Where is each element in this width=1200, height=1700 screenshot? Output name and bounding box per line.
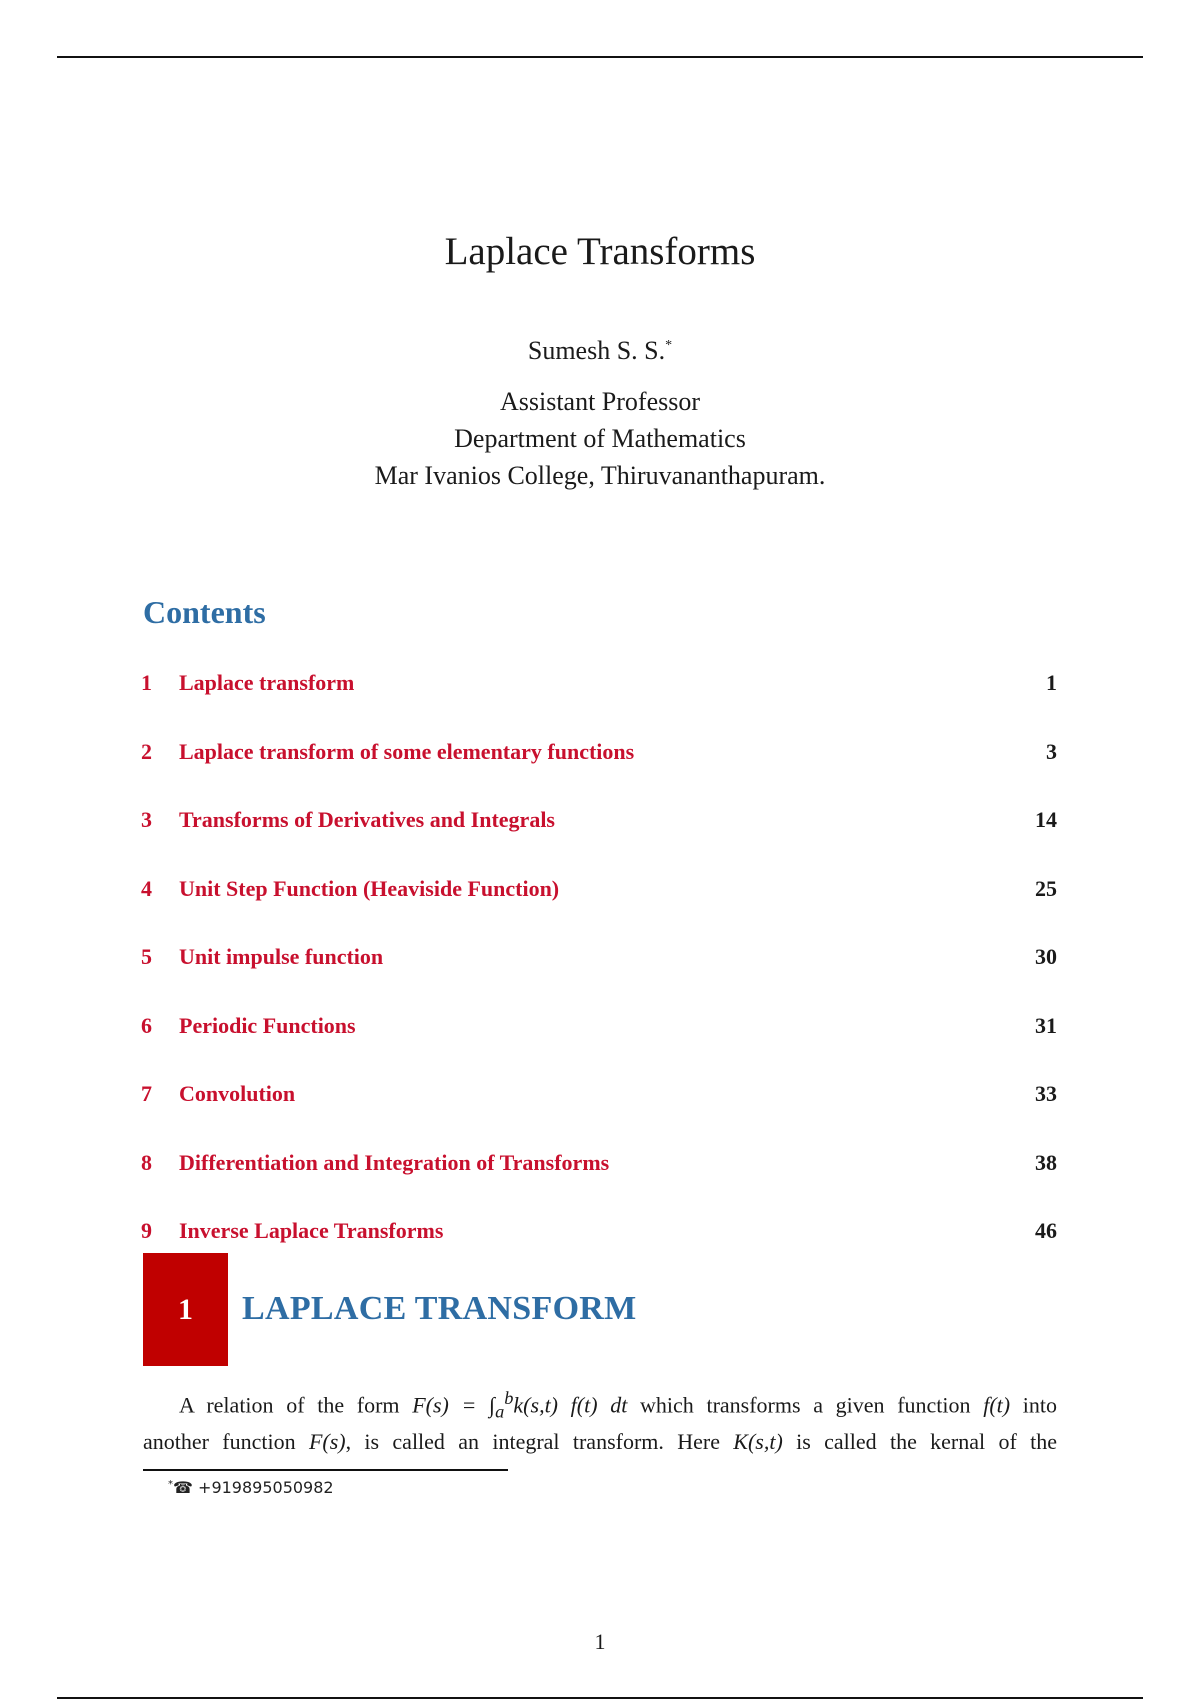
section-title: LAPLACE TRANSFORM [242,1290,637,1327]
affiliation-line: Mar Ivanios College, Thiruvananthapuram. [374,461,826,490]
toc-entry-page: 38 [1035,1149,1057,1175]
table-of-contents [141,665,1057,1282]
formula-transform: F(s) [308,1429,346,1454]
text-run: another function [143,1429,309,1454]
toc-entry-page: 25 [1035,875,1057,901]
toc-entry-page: 31 [1035,1012,1057,1038]
integral-lower-limit [495,1402,504,1422]
toc-entry-page: 1 [1046,670,1057,695]
toc-entry-number: 5 [141,944,152,969]
toc-entry[interactable] [141,802,1057,871]
section-number: 1 [178,1292,193,1326]
toc-entry[interactable] [141,1076,1057,1145]
toc-entry-page: 14 [1035,807,1057,832]
toc-entry-title[interactable]: Unit impulse function [179,944,384,969]
formula-function: f(t) [983,1392,1011,1418]
phone-icon: ☎ [173,1478,193,1497]
affiliation-line: Assistant Professor [499,387,701,416]
contents-heading: Contents [143,594,266,630]
paragraph-line [143,1420,1057,1464]
page-number: 1 [594,1629,606,1654]
footnote-rule [143,1469,508,1471]
toc-entry-number: 6 [141,1012,152,1038]
top-rule [57,56,1143,58]
phone-number[interactable]: +919895050982 [198,1478,334,1497]
section-number-box [143,1253,228,1366]
toc-entry-page: 46 [1035,1218,1057,1243]
toc-entry-number: 3 [141,807,152,832]
text-run: which transforms a given function [627,1392,984,1418]
footnote [168,1474,334,1499]
text-run: into [1010,1392,1057,1418]
toc-entry[interactable] [141,871,1057,940]
formula-kernel: K(s,t) [733,1429,783,1454]
toc-entry[interactable] [141,1213,1057,1282]
footnote-mark: * [168,1479,173,1490]
upper-limit-text: b [504,1388,514,1408]
toc-entry-title[interactable]: Convolution [179,1081,296,1106]
author-footnote-mark[interactable]: * [665,338,673,353]
toc-entry[interactable] [141,1145,1057,1214]
toc-entry-page: 33 [1035,1081,1057,1106]
bottom-rule [57,1697,1143,1699]
toc-entry-number: 2 [141,738,152,764]
toc-entry-title[interactable]: Laplace transform [179,670,355,695]
toc-entry-title[interactable]: Differentiation and Integration of Transforms [179,1149,610,1175]
affiliation [0,383,1200,494]
toc-entry-title[interactable]: Laplace transform of some elementary functions [179,738,635,764]
affiliation-line: Department of Mathematics [454,424,746,453]
toc-entry-page: 3 [1046,738,1057,764]
toc-entry[interactable] [141,665,1057,734]
text-run: , is called an integral transform. Here [345,1429,734,1454]
toc-entry-number: 9 [141,1218,152,1243]
paragraph-line [143,1376,1057,1420]
toc-entry-number: 8 [141,1149,152,1175]
text-run: is called the kernal of the [782,1429,1057,1454]
toc-entry-number: 1 [141,670,152,695]
toc-entry-number: 7 [141,1081,152,1106]
toc-entry[interactable] [141,1008,1057,1077]
formula-integral: F(s) = ∫ [412,1392,496,1418]
document-title: Laplace Transforms [444,230,756,273]
toc-entry-title[interactable]: Inverse Laplace Transforms [179,1218,444,1243]
author-name-text: Sumesh S. S. [527,336,666,365]
toc-entry-title[interactable]: Transforms of Derivatives and Integrals [179,807,555,832]
body-paragraph [143,1376,1057,1464]
toc-entry[interactable] [141,939,1057,1008]
toc-entry-page: 30 [1035,944,1057,969]
formula-integrand: k(s,t) f(t) dt [513,1392,628,1418]
text-run: A relation of the form [179,1392,413,1418]
author-name [0,330,1200,367]
toc-entry-title[interactable]: Unit Step Function (Heaviside Function) [179,875,560,901]
toc-entry-number: 4 [141,875,152,901]
lower-limit-text: a [495,1401,505,1422]
toc-entry[interactable] [141,734,1057,803]
toc-entry-title[interactable]: Periodic Functions [179,1012,356,1038]
